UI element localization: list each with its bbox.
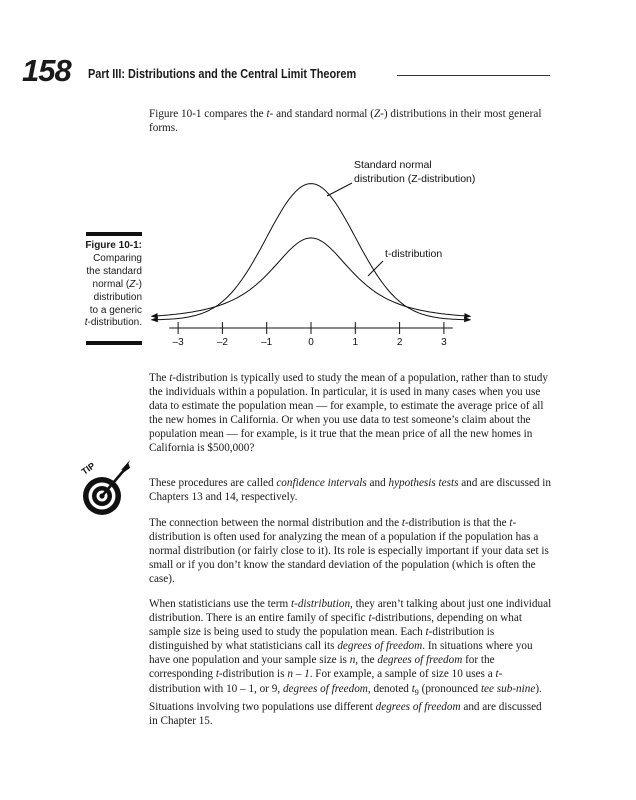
caption-line: Comparing [93,252,142,264]
distribution-figure [0,0,636,360]
x-tick-label: 0 [308,337,314,348]
x-tick-label: –2 [216,337,228,348]
caption-label: Figure 10-1: [85,240,142,251]
paragraph-4-text: When statisticians use the term t-distribution, they aren’t talking about just one individual distribution. There is an entire family of specific t-distributions, depending on what sample size is being used to study the population mean. Each t-distribution is distinguished by what statisticians call its degrees of freedom. In situations where you have one population and your sample size is n, the degrees of freedom for the corresponding t-distribution is n – 1. For example, a sample of size 10 uses a t-distribution with 10 – 1, or 9, degrees of freedom, denoted $t_9$ (pronounced tee sub-nine). Situations involving two populations use different degrees of freedom and are discussed in Chapter 15. [149,598,552,727]
intro-text: Figure 10-1 compares the t- and standard normal (Z-) distributions in their most general forms. [149,108,542,135]
x-tick-label: –1 [261,337,273,348]
tip-target-icon [80,456,138,516]
page-number: 158 [22,53,71,88]
caption-line: normal (Z-) [92,278,142,290]
x-tick-label: –3 [172,337,184,348]
running-header-title: Part III: Distributions and the Central Limit Theorem [88,66,357,81]
paragraph-2-text: These procedures are called confidence intervals and hypothesis tests and are discussed in Chapters 13 and 14, respectively. [149,477,552,504]
paragraph-2 [149,476,553,504]
caption-line: the standard [86,265,142,277]
tip-label: TIP [80,460,97,477]
x-tick-label: 2 [396,337,403,348]
paragraph-3 [149,516,553,586]
normal-label-line2: distribution (Z-distribution) [354,173,476,185]
paragraph-4 [149,597,553,728]
paragraph-1-text: The t-distribution is typically used to study the mean of a population, rather than to study the individuals within a population. In particular, it is used in many cases when you use data to estimate the population mean — for example, to estimate the average price of all the new homes in California. Or when you use data to test someone’s claim about the population mean — for example, is it true that the mean price of all the new homes in California is $500,000? [149,372,548,455]
caption-line: distribution [93,291,142,303]
normal-leader-line [327,183,352,196]
x-tick-label: 3 [441,337,447,348]
t-distribution-label: t-distribution [385,248,443,260]
paragraph-1 [149,371,553,456]
caption-line: to a generic [89,304,142,316]
caption-line: t-distribution. [84,317,142,329]
paragraph-3-text: The connection between the normal distribution and the t-distribution is that the t-distribution is often used for analyzing the mean of a population if the population has a normal distribution (or fairly close to it). Its role is especially important if your data set is small or if you don’t know the standard deviation of the population (which is often the case). [149,517,549,586]
x-tick-label: 1 [352,337,359,348]
normal-label-line1: Standard normal [354,159,432,171]
